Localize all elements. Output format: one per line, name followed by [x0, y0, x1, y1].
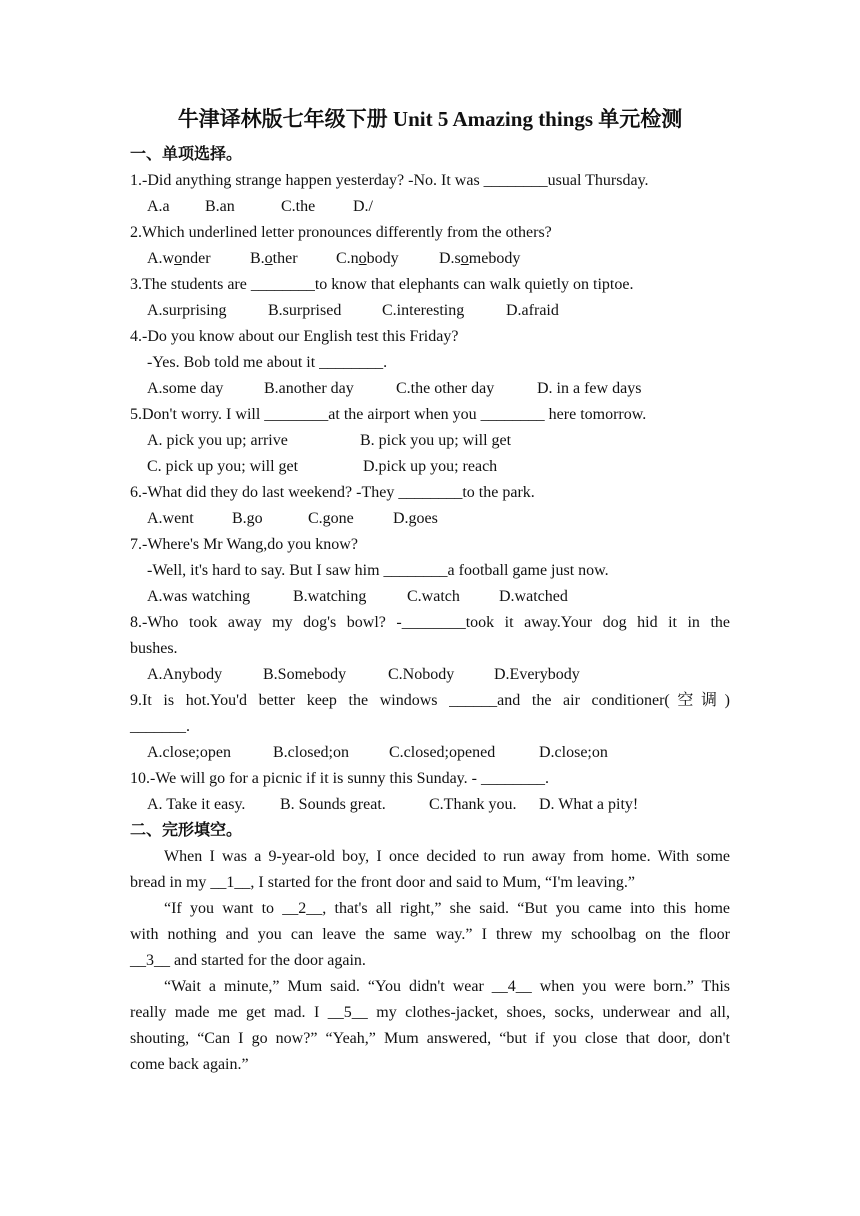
- option-a: A. pick you up; arrive: [147, 432, 288, 449]
- question-9-options: [130, 743, 608, 763]
- question-10-options: [130, 795, 638, 815]
- option-c: C.closed;opened: [389, 744, 496, 761]
- option-a: A.some day: [147, 380, 224, 397]
- option-a: A.wonder: [147, 250, 211, 267]
- option-d: D. in a few days: [537, 380, 642, 397]
- passage-line: with nothing and you can leave the same way.” I threw my schoolbag on the floor: [130, 926, 730, 943]
- section-heading-cloze: 二、完形填空。: [130, 822, 243, 839]
- option-b: B.closed;on: [273, 744, 349, 761]
- option-c: C. pick up you; will get: [147, 458, 299, 475]
- option-c: C.Nobody: [388, 666, 455, 683]
- document-title: 牛津译林版七年级下册 Unit 5 Amazing things 单元检测: [177, 107, 683, 131]
- option-c: C.watch: [407, 588, 460, 605]
- passage-line: shouting, “Can I go now?” “Yeah,” Mum answered, “but if you close that door, don't: [130, 1030, 730, 1047]
- option-a: A.was watching: [147, 588, 251, 605]
- option-a: A.close;open: [147, 744, 231, 761]
- question-2-options: [130, 249, 520, 269]
- option-a: A.a: [147, 198, 170, 215]
- option-d: D.watched: [499, 588, 568, 605]
- option-d: D.goes: [393, 510, 438, 527]
- option-b: B.another day: [264, 380, 354, 397]
- option-b: B. Sounds great.: [280, 796, 386, 813]
- passage-line: __3__ and started for the door again.: [130, 952, 366, 969]
- question-1-options: [130, 197, 373, 217]
- question-2-stem: 2.Which underlined letter pronounces differently from the others?: [130, 224, 552, 241]
- option-b: B.Somebody: [263, 666, 347, 683]
- question-3-options: [130, 301, 559, 321]
- question-4-reply: -Yes. Bob told me about it ________.: [147, 354, 388, 371]
- passage-line: “If you want to __2__, that's all right,” she said. “But you came into this home: [164, 900, 730, 917]
- option-b: B.watching: [293, 588, 367, 605]
- option-a: A.surprising: [147, 302, 227, 319]
- option-c: C.the: [281, 198, 316, 215]
- question-5-stem: 5.Don't worry. I will ________at the airport when you ________ here tomorrow.: [130, 406, 647, 423]
- passage-line: When I was a 9-year-old boy, I once decided to run away from home. With some: [164, 848, 730, 865]
- question-3-stem: 3.The students are ________to know that elephants can walk quietly on tiptoe.: [130, 276, 634, 293]
- option-b: B.go: [232, 510, 263, 527]
- section-heading-single-choice: 一、单项选择。: [130, 146, 243, 163]
- question-5-options-ab: [130, 431, 511, 451]
- question-7-options: [130, 587, 568, 607]
- question-10-stem: 10.-We will go for a picnic if it is sunny this Sunday. - ________.: [130, 770, 549, 787]
- passage-line: really made me get mad. I __5__ my clothes-jacket, shoes, socks, underwear and all,: [130, 1004, 730, 1021]
- question-4-stem: 4.-Do you know about our English test this Friday?: [130, 328, 459, 345]
- option-c: C.the other day: [396, 380, 495, 397]
- option-c: C.gone: [308, 510, 354, 527]
- option-d: D.somebody: [439, 250, 521, 267]
- option-c: C.interesting: [382, 302, 465, 319]
- passage-line: “Wait a minute,” Mum said. “You didn't wear __4__ when you were born.” This: [164, 978, 730, 995]
- option-a: A.went: [147, 510, 194, 527]
- option-d: D. What a pity!: [539, 796, 639, 813]
- option-c: C.Thank you.: [429, 796, 517, 813]
- option-b: B.surprised: [268, 302, 342, 319]
- option-d: D.afraid: [506, 302, 559, 319]
- passage-line: bread in my __1__, I started for the front door and said to Mum, “I'm leaving.”: [130, 874, 635, 891]
- question-9-stem: 9.It is hot.You'd better keep the windows ______and the air conditioner(空调): [130, 692, 730, 709]
- option-d: D.close;on: [539, 744, 608, 761]
- option-d: D.pick up you; reach: [363, 458, 498, 475]
- option-a: A.Anybody: [147, 666, 223, 683]
- option-b: B.other: [250, 250, 298, 267]
- question-5-options-cd: [130, 457, 497, 477]
- question-8-options: [130, 665, 580, 685]
- option-a: A. Take it easy.: [147, 796, 246, 813]
- question-4-options: [130, 379, 641, 399]
- passage-line: come back again.”: [130, 1056, 249, 1073]
- option-d: D.Everybody: [494, 666, 580, 683]
- option-d: D./: [353, 198, 373, 215]
- question-7-stem: 7.-Where's Mr Wang,do you know?: [130, 536, 358, 553]
- question-8-stem: 8.-Who took away my dog's bowl? -________took it away.Your dog hid it in the: [130, 614, 730, 631]
- option-c: C.nobody: [336, 250, 399, 267]
- question-6-stem: 6.-What did they do last weekend? -They ________to the park.: [130, 484, 535, 501]
- option-b: B. pick you up; will get: [360, 432, 512, 449]
- question-9-stem-cont: _______.: [130, 718, 190, 735]
- question-8-stem-cont: bushes.: [130, 640, 178, 657]
- question-7-reply: -Well, it's hard to say. But I saw him ________a football game just now.: [147, 562, 609, 579]
- question-6-options: [130, 509, 438, 529]
- question-1-stem: 1.-Did anything strange happen yesterday? -No. It was ________usual Thursday.: [130, 172, 649, 189]
- option-b: B.an: [205, 198, 235, 215]
